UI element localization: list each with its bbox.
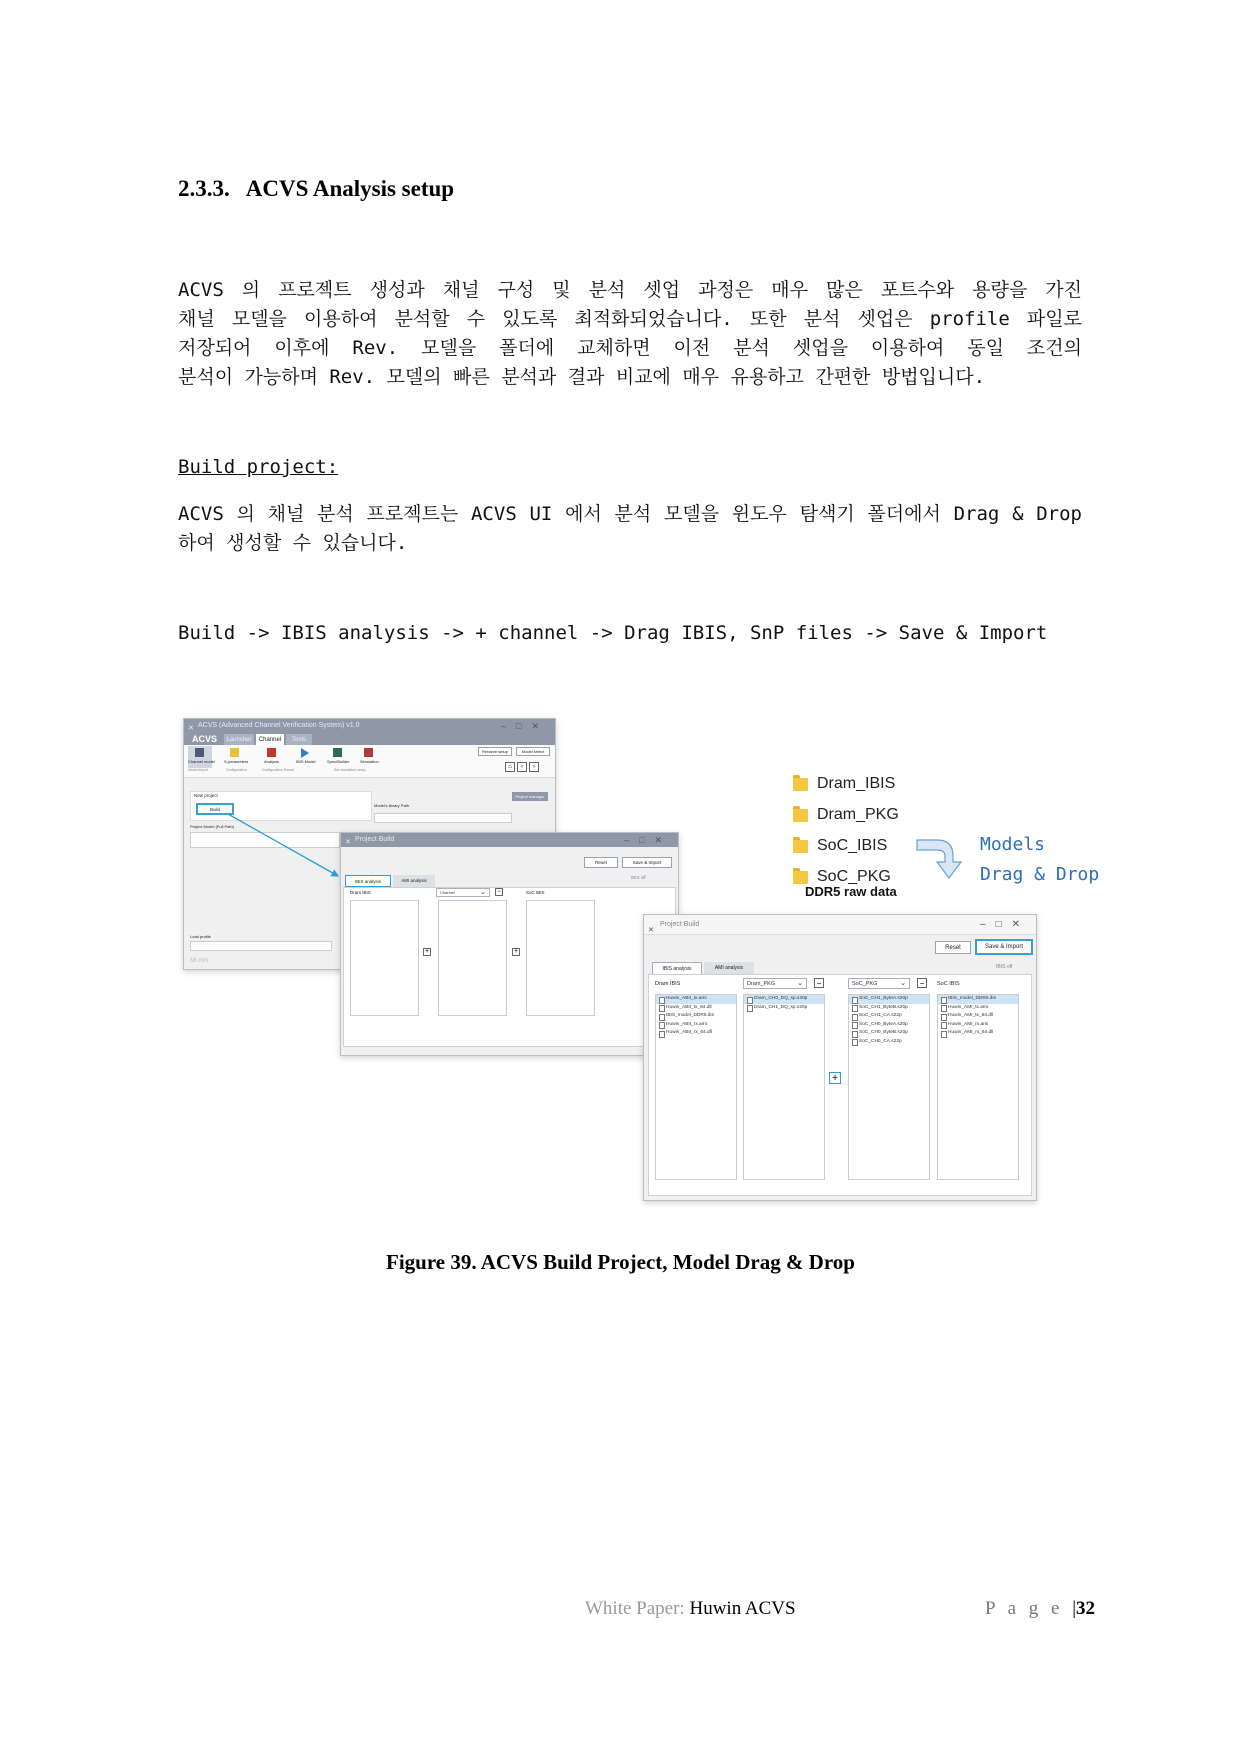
folder-name: SoC_IBIS [817,837,888,854]
build-project-heading: Build project: [178,456,339,478]
models-drag-drop-label [980,830,1099,890]
large-dialog-title: Project Build [660,921,700,928]
folder-name: Dram_PKG [817,806,899,823]
dram-pkg-combo-value: Dram_PKG [747,981,776,987]
footer-doc-name: Huwin ACVS [689,1598,796,1619]
ribbon-label: IBIS Model [296,759,316,764]
dram-pkg-list[interactable] [743,994,825,1180]
list-item[interactable]: SoC_CH0_ByteA.s20p [849,1021,929,1030]
list-item[interactable]: Huwin_AMI_tx_64.dll [938,1012,1018,1021]
drag-drop-label: Drag & Drop [980,864,1100,885]
ribbon-group-label: Configuration Result [262,768,294,772]
intro-line: 채널 모델을 이용하여 분석할 수 있도록 최적화되었습니다. 또한 분석 셋업은 profile 파일로 [178,308,1082,330]
app-icon: ✕ [345,839,351,846]
tab-ibis-analysis[interactable]: IBIS analysis [345,875,391,887]
soc-ibis-list[interactable] [937,994,1019,1180]
chevron-down-icon: ⌄ [797,980,803,987]
list-item[interactable]: Huwin_ABII_tx.ami [656,995,736,1004]
build-line: ACVS 의 채널 분석 프로젝트는 ACVS UI 에서 분석 모델을 윈도우 탐색기 폴더에서 Drag & Drop [178,503,1082,525]
add-channel-icon[interactable]: + [513,948,519,955]
reset-button[interactable]: Reset [584,857,618,868]
section-title: ACVS Analysis setup [245,176,455,201]
soc-pkg-combo[interactable] [848,978,910,989]
tab-ami-analysis[interactable]: AMI analysis [704,962,754,974]
chevron-down-icon: ⌄ [900,980,906,987]
tab-launcher[interactable]: Launcher [224,734,254,746]
section-number: 2.3.3. [178,176,230,201]
build-flow-steps: Build -> IBIS analysis -> + channel -> Drag IBIS, SnP files -> Save & Import [178,622,1048,644]
folder-icon [793,806,808,822]
model-library-label: Model's library Path [374,803,409,808]
section-heading [178,176,454,202]
ibis-off-checkbox[interactable]: IBIS off [996,964,1013,970]
small-dialog-panel [343,887,676,1047]
list-item[interactable]: SoC_CH1_ByteB.s20p [849,1004,929,1013]
ribbon-label: Analysis [264,759,279,764]
window-controls-icon[interactable]: –□✕ [624,835,672,845]
add-channel-icon[interactable]: + [829,1072,841,1084]
soc-ibis-label: SoC IBIS [937,981,960,987]
list-item[interactable]: SoC_CH1_CA.s22p [849,1012,929,1021]
list-item[interactable]: Huwin_AMI_tx.ami [938,1004,1018,1013]
version-label: Mr.nVx [190,958,209,964]
footer-separator: | [1072,1598,1077,1619]
app-icon: ✕ [188,725,194,732]
intro-paragraph [178,276,1082,392]
ribbon-label: Spec/Builder [327,759,350,764]
list-item[interactable]: Huwin_AMI_rx.ami [938,1021,1018,1030]
large-dialog-title-bar [644,915,1036,935]
project-manager-button[interactable]: Project manager [512,792,548,801]
tab-ami-analysis[interactable]: AMI analysis [393,875,435,887]
reset-button[interactable]: Reset [935,941,971,954]
load-profile-label: Load profile [190,934,211,939]
figure-caption: Figure 39. ACVS Build Project, Model Drag & Drop [386,1250,855,1274]
ribbon-label: Channel model [188,759,215,764]
chevron-down-icon: ⌄ [480,889,486,896]
build-line: 하여 생성할 수 있습니다. [178,532,408,554]
models-label: Models [980,834,1046,855]
explorer-folder-list [793,768,899,892]
remove-channel-icon[interactable]: − [917,978,927,988]
list-item[interactable]: Huwin_ABII_rx.ami [656,1021,736,1030]
project-build-dialog-small [340,832,679,1056]
page-number: 32 [1076,1598,1096,1619]
app-icon: ✕ [648,927,654,934]
dram-ibis-list[interactable] [350,900,419,1016]
channel-list[interactable] [438,900,507,1016]
list-item[interactable]: SoC_CH1_ByteA.s20p [849,995,929,1004]
list-item[interactable]: Dram_CH0_DQ_sp.s20p [744,995,824,1004]
remove-channel-icon[interactable]: − [495,888,503,896]
footer-page-word: P a g e [985,1598,1064,1619]
build-button[interactable]: Build [196,803,234,815]
folder-soc-ibis[interactable] [793,830,899,861]
ribbon-label: Simulation [360,759,379,764]
save-import-button[interactable]: Save & Import [622,857,672,868]
folder-name: SoC_PKG [817,868,891,885]
ribbon-group-label: Configuration [226,768,247,772]
raw-data-label: DDR5 raw data [805,884,897,899]
model-select-button[interactable]: Model select [516,747,550,756]
dram-ibis-label: Dram IBIS [350,890,371,895]
build-paragraph [178,500,1082,558]
new-project-label: New project [194,793,218,798]
channel-combo-value: Channel [440,890,455,895]
tab-tools[interactable]: Tools [286,734,312,746]
window-controls-icon[interactable]: –□✕ [501,721,549,731]
list-item[interactable]: Huwin_ABII_tx_64.dll [656,1004,736,1013]
channel-combo[interactable] [436,888,490,897]
soc-ibis-label: SoC IBIS [526,890,545,895]
ibis-off-checkbox[interactable]: IBIS off [631,875,646,880]
add-channel-icon[interactable]: + [424,948,430,955]
dram-ibis-list[interactable] [655,994,737,1180]
large-dialog-panel [648,974,1032,1196]
list-item[interactable]: Huwin_ABII_rx_64.dll [656,1029,736,1038]
intro-line: 분석이 가능하며 Rev. 모델의 빠른 분석과 결과 비교에 매우 유용하고 간편한 방법입니다. [178,366,986,388]
tab-channel[interactable]: Channel [256,734,284,746]
ribbon-label: S-parameters [224,759,249,764]
list-item[interactable]: IBIS_model_DDR5.ibs [938,995,1018,1004]
footer-page [985,1598,1095,1620]
soc-pkg-combo-value: SoC_PKG [852,981,878,987]
ribbon-group-label: Model import [188,768,209,772]
folder-dram-ibis[interactable] [793,768,899,799]
acvs-logo: ACVS [192,734,218,744]
home-icon[interactable]: ⌂ [505,762,515,772]
soc-ibis-list[interactable] [526,900,595,1016]
footer-title [585,1598,796,1620]
folder-name: Dram_IBIS [817,775,896,792]
soc-pkg-list[interactable] [848,994,930,1180]
footer-label: White Paper: [585,1598,685,1619]
intro-line: 저장되어 이후에 Rev. 모델을 폴더에 교체하면 이전 분석 셋업을 이용하여 동일 조건의 [178,337,1082,359]
small-dialog-title: Project Build [355,836,395,843]
folder-dram-pkg[interactable] [793,799,899,830]
main-window-title: ACVS (Advanced Channel Verification System) v1.0 [198,722,360,729]
chevron-left-icon[interactable]: ‹ [517,762,527,772]
list-item[interactable]: Huwin_AMI_rx_64.dll [938,1029,1018,1038]
list-item[interactable]: SoC_CH0_CA.s22p [849,1038,929,1047]
small-dialog-title-bar [341,833,678,847]
folder-icon [793,837,808,853]
tab-ibis-analysis[interactable]: IBIS analysis [652,962,702,974]
intro-line: ACVS 의 프로젝트 생성과 채널 구성 및 분석 셋업 과정은 매우 많은 포트수와 용량을 가진 [178,279,1082,301]
list-item[interactable]: Dram_CH1_DQ_sp.s20p [744,1004,824,1013]
window-controls-icon[interactable]: –□✕ [980,919,1030,930]
list-item[interactable]: SoC_CH0_ByteB.s20p [849,1029,929,1038]
save-import-button[interactable]: Save & Import [975,939,1033,955]
folder-icon [793,868,808,884]
chevron-right-icon[interactable]: › [529,762,539,772]
project-build-dialog-large [643,914,1037,1201]
ribbon-group-label: Set simulation setup [334,768,366,772]
dram-ibis-label: Dram IBIS [655,981,681,987]
dram-pkg-combo[interactable] [743,978,807,989]
folder-icon [793,775,808,791]
rename-setup-button[interactable]: Rename setup [478,747,512,756]
list-item[interactable]: IBIS_model_DDR5.ibs [656,1012,736,1021]
figure-39 [183,718,1100,1232]
curved-arrow-icon [913,832,969,884]
remove-channel-icon[interactable]: − [814,978,824,988]
project-model-label: Project Model (Full Path) [190,824,235,829]
